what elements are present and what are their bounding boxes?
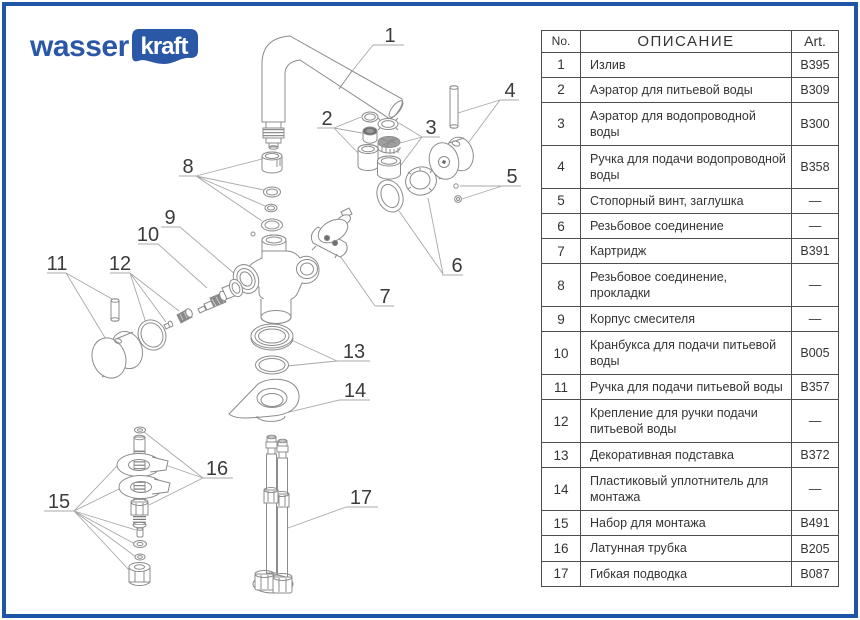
table-row (542, 103, 839, 146)
logo-text-wasser: wasser (30, 30, 129, 63)
callout-8: 8 (182, 156, 194, 178)
tap-handle-pin-part (450, 86, 458, 129)
table-row (542, 511, 839, 536)
row-art: B357 (792, 375, 839, 400)
row-no: 12 (542, 400, 581, 443)
row-art: B491 (792, 511, 839, 536)
parts-table (541, 30, 839, 587)
aerator-tap-part (378, 118, 401, 179)
row-art: — (792, 307, 839, 332)
row-no: 7 (542, 239, 581, 264)
row-art: B005 (792, 332, 839, 375)
cartridge-part (311, 208, 352, 258)
row-art: — (792, 264, 839, 307)
row-no: 4 (542, 145, 581, 188)
row-description: Резьбовое соединение, прокладки (581, 264, 792, 307)
table-row (542, 264, 839, 307)
row-art: B205 (792, 536, 839, 561)
row-no: 16 (542, 536, 581, 561)
row-art: B391 (792, 239, 839, 264)
row-description: Резьбовое соединение (581, 213, 792, 238)
decorative-ring-parts (251, 324, 293, 374)
row-art: B372 (792, 443, 839, 468)
row-no: 3 (542, 103, 581, 146)
row-description: Кранбукса для подачи питьевой воды (581, 332, 792, 375)
callout-15: 15 (47, 491, 71, 513)
row-art: — (792, 213, 839, 238)
row-no: 11 (542, 375, 581, 400)
callout-16: 16 (205, 458, 229, 480)
row-description: Корпус смесителя (581, 307, 792, 332)
row-no: 13 (542, 443, 581, 468)
table-row (542, 213, 839, 238)
row-description: Ручка для подачи водопроводной воды (581, 145, 792, 188)
spout-part (262, 36, 405, 149)
mounting-kit-parts (117, 427, 170, 586)
table-row (542, 561, 839, 586)
row-description: Набор для монтажа (581, 511, 792, 536)
callout-12: 12 (108, 253, 132, 275)
mixer-body-part (228, 232, 319, 324)
stop-screw-parts (454, 184, 462, 203)
table-row (542, 307, 839, 332)
row-no: 14 (542, 468, 581, 511)
row-no: 5 (542, 188, 581, 213)
row-no: 17 (542, 561, 581, 586)
row-description: Аэратор для питьевой воды (581, 77, 792, 102)
row-description: Гибкая подводка (581, 561, 792, 586)
callout-5: 5 (506, 166, 518, 188)
callout-9: 9 (164, 207, 176, 229)
row-no: 6 (542, 213, 581, 238)
row-no: 9 (542, 307, 581, 332)
row-description: Латунная трубка (581, 536, 792, 561)
row-no: 15 (542, 511, 581, 536)
row-art: B395 (792, 52, 839, 77)
row-description: Излив (581, 52, 792, 77)
table-row (542, 536, 839, 561)
row-description: Стопорный винт, заглушка (581, 188, 792, 213)
flexible-hose-parts (253, 435, 293, 593)
callout-4: 4 (504, 80, 516, 102)
table-row (542, 145, 839, 188)
table-row (542, 52, 839, 77)
row-description: Пластиковый уплотнитель для монтажа (581, 468, 792, 511)
row-no: 8 (542, 264, 581, 307)
callout-3: 3 (425, 117, 437, 139)
callout-13: 13 (342, 341, 366, 363)
table-row (542, 332, 839, 375)
seal-ring-parts (262, 152, 283, 231)
row-description: Аэратор для водопроводной воды (581, 103, 792, 146)
row-description: Декоративная подставка (581, 443, 792, 468)
plastic-seal-part (229, 379, 299, 421)
row-description: Крепление для ручки подачи питьевой воды (581, 400, 792, 443)
row-no: 2 (542, 77, 581, 102)
ceramic-valve-part (198, 277, 245, 313)
table-row (542, 188, 839, 213)
callout-6: 6 (451, 255, 463, 277)
callout-7: 7 (379, 286, 391, 308)
row-art: — (792, 468, 839, 511)
row-art: B309 (792, 77, 839, 102)
row-no: 1 (542, 52, 581, 77)
row-art: — (792, 188, 839, 213)
header-description: ОПИСАНИЕ (581, 31, 792, 53)
table-header-row (542, 31, 839, 53)
table-row (542, 375, 839, 400)
table-row (542, 443, 839, 468)
callout-11: 11 (46, 253, 68, 275)
callout-2: 2 (321, 108, 333, 130)
logo-text-kraft: kraft (140, 33, 188, 60)
table-row (542, 239, 839, 264)
row-art: B087 (792, 561, 839, 586)
header-no: No. (542, 31, 581, 53)
row-art: B300 (792, 103, 839, 146)
aerator-drinking-part (358, 112, 378, 171)
row-description: Картридж (581, 239, 792, 264)
callout-17: 17 (349, 487, 373, 509)
table-row (542, 400, 839, 443)
table-row (542, 77, 839, 102)
table-row (542, 468, 839, 511)
callout-10: 10 (136, 224, 160, 246)
row-art: B358 (792, 145, 839, 188)
callout-14: 14 (343, 380, 367, 402)
drinking-handle-pin-part (111, 299, 119, 322)
row-description: Ручка для подачи питьевой воды (581, 375, 792, 400)
row-no: 10 (542, 332, 581, 375)
header-art: Art. (792, 31, 839, 53)
row-art: — (792, 400, 839, 443)
callout-1: 1 (384, 25, 396, 47)
